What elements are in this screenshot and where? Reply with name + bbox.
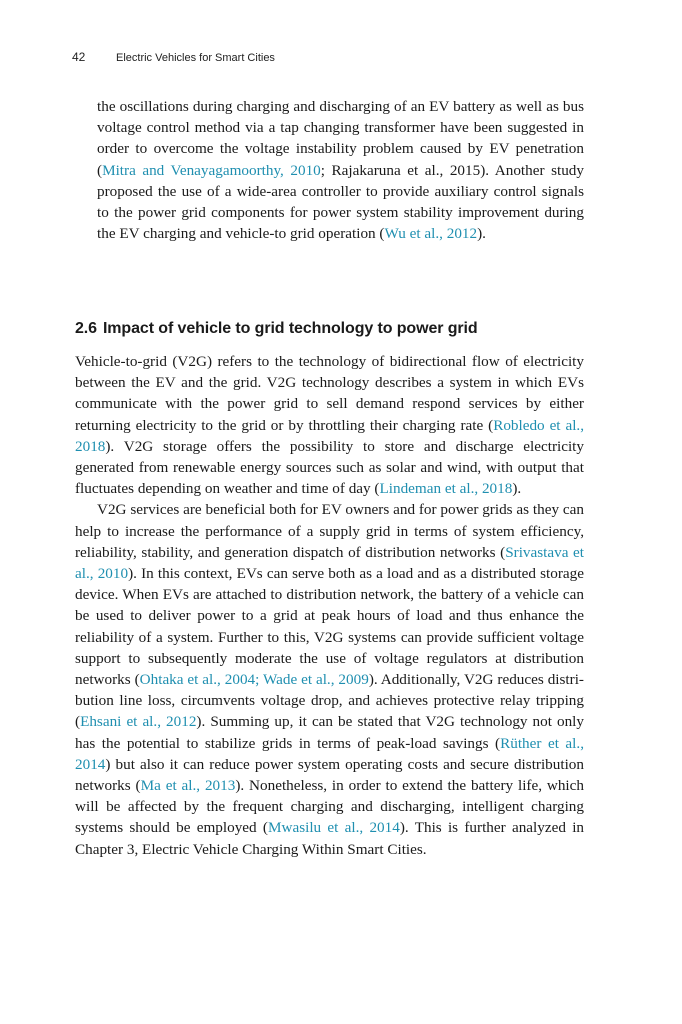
citation-link[interactable]: Robledo et al., 2018 <box>75 416 585 455</box>
citation-link[interactable]: Mwasilu et al., 2014 <box>267 819 400 837</box>
text-run: Vehicle-to-grid (V2G) refers to the technology of bidirectional flow of electricity between the EV and the grid. V2G technology describes a system in which EVs communicate with the power grid to sell demand respond services by either returning electricity to the grid or by throttling their charging rate ( <box>75 353 584 434</box>
text-run: V2G services are beneficial both for EV owners and for power grids as they can help to increase the performance of a supply grid in terms of system efficiency, reliability, stability, and generation dispatch of distribution networks ( <box>75 501 584 561</box>
text-run: ) but also it can reduce power system operating costs and secure distribution networks ( <box>75 755 584 795</box>
citation-link[interactable]: Mitra and Venayagamoorthy, 2010 <box>102 161 321 179</box>
section-number: 2.6 <box>75 320 97 337</box>
page-number: 42 <box>72 50 86 64</box>
text-run: ). Additionally, V2G reduces distribution line loss, circumvents voltage drop, and achieves protective relay tripping ( <box>75 671 584 731</box>
citation-link[interactable]: Ohtaka et al., 2004; Wade et al., 2009 <box>139 671 369 689</box>
section-title: Impact of vehicle to grid technology to power grid <box>102 320 478 337</box>
intro-paragraph-block <box>97 96 584 244</box>
citation-link[interactable]: Ehsani et al., 2012 <box>80 713 197 731</box>
text-run: ). This is further analyzed in Chapter 3, Electric Vehicle Charging Within Smart Cities. <box>75 819 585 858</box>
text-run: the oscillations during charging and discharging of an EV battery as well as bus voltage control method via a tap changing transformer have been suggested in order to overcome the voltage instability problem caused by EV penetration ( <box>97 98 584 179</box>
text-run: ). Summing up, it can be stated that V2G technology not only has the potential to stabilize grids in terms of peak-load savings ( <box>75 713 584 752</box>
citation-link[interactable]: Lindeman et al., 2018 <box>379 480 513 498</box>
text-run: ). Nonetheless, in order to extend the battery life, which will be affected by the frequent charging and discharging, intelligent charging systems should be employed ( <box>75 777 584 837</box>
citation-link[interactable]: Srivastava et al., 2010 <box>75 543 584 583</box>
citation-link[interactable]: Rüther et al., 2014 <box>75 734 584 773</box>
citation-link[interactable]: Wu et al., 2012 <box>384 225 478 243</box>
text-run: ). V2G storage offers the possibility to store and discharge electricity generated from renewable energy sources such as solar and wind, with output that fluctuates depending on weather and time of day ( <box>75 437 584 498</box>
intro-paragraph <box>97 96 584 244</box>
text-run: ). <box>512 480 522 498</box>
section-heading <box>75 320 478 338</box>
running-header <box>72 50 275 64</box>
paragraph-2 <box>75 499 584 859</box>
running-title: Electric Vehicles for Smart Cities <box>116 52 275 64</box>
text-run: ; Rajakaruna et al., 2015). Another study proposed the use of a wide-area controller to provide auxiliary control signals to the power grid components for power system stability improvement during the EV charging and vehicle-to grid operation ( <box>97 161 584 243</box>
text-run: ). <box>477 225 486 243</box>
text-run: ). In this context, EVs can serve both as a load and as a distributed storage device. When EVs are attached to distribution network, the battery of a vehicle can be used to deliver power to a grid at peak hours of load and thus enhance the reliability of a system. Further to this, V2G systems can provide sufficient voltage support to subsequently moderate the use of voltage regulators at distribution networks ( <box>75 565 585 689</box>
section-body <box>75 351 584 860</box>
citation-link[interactable]: Ma et al., 2013 <box>140 777 236 795</box>
paragraph-1 <box>75 351 584 499</box>
